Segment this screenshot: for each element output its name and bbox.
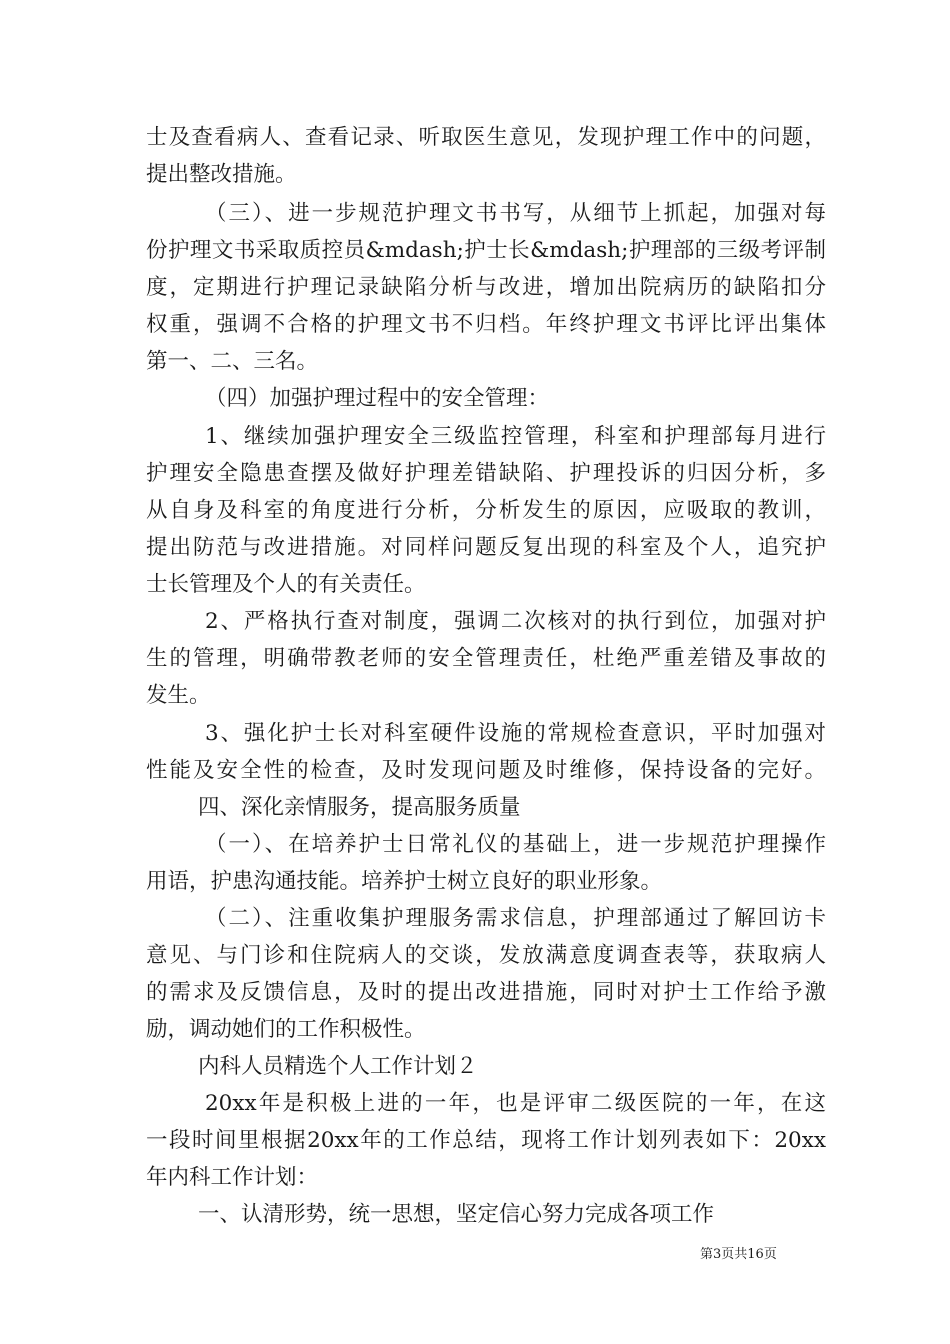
- paragraph-line: 性能及安全性的检查，及时发现问题及时维修，保持设备的完好。: [146, 758, 826, 783]
- paragraph-line: 第一、二、三名。: [146, 349, 319, 374]
- page-number: 第3页共16页: [700, 1247, 777, 1262]
- paragraph-line: 从自身及科室的角度进行分析，分析发生的原因，应吸取的教训，: [146, 498, 826, 523]
- paragraph-line: （二）、注重收集护理服务需求信息，护理部通过了解回访卡: [205, 906, 826, 931]
- paragraph-line: 20xx年是积极上进的一年，也是评审二级医院的一年，在这: [205, 1091, 826, 1116]
- paragraph-line: 士及查看病人、查看记录、听取医生意见，发现护理工作中的问题，: [146, 125, 826, 150]
- paragraph-line: 的需求及反馈信息，及时的提出改进措施，同时对护士工作给予激: [146, 980, 826, 1005]
- section-heading: 内科人员精选个人工作计划２: [198, 1054, 478, 1079]
- paragraph-line: 年内科工作计划：: [146, 1165, 319, 1190]
- section-heading: （四）加强护理过程中的安全管理：: [205, 386, 550, 411]
- paragraph-line: 一段时间里根据20xx年的工作总结，现将工作计划列表如下：20xx: [146, 1128, 826, 1153]
- paragraph-line: （三）、进一步规范护理文书书写，从细节上抓起，加强对每: [205, 201, 826, 226]
- paragraph-line: 励，调动她们的工作积极性。: [146, 1017, 426, 1042]
- paragraph-line: 份护理文书采取质控员&mdash;护士长&mdash;护理部的三级考评制: [146, 238, 826, 263]
- paragraph-line: 权重，强调不合格的护理文书不归档。年终护理文书评比评出集体: [146, 312, 826, 337]
- paragraph-line: 度，定期进行护理记录缺陷分析与改进，增加出院病历的缺陷扣分: [146, 275, 826, 300]
- paragraph-line: 1、继续加强护理安全三级监控管理，科室和护理部每月进行: [205, 424, 826, 449]
- section-heading: 四、深化亲情服务，提高服务质量: [198, 795, 521, 820]
- paragraph-line: 提出整改措施。: [146, 162, 297, 187]
- paragraph-line: 3、强化护士长对科室硬件设施的常规检查意识，平时加强对: [205, 721, 826, 746]
- paragraph-line: 发生。: [146, 683, 211, 708]
- paragraph-line: 用语，护患沟通技能。培养护士树立良好的职业形象。: [146, 869, 663, 894]
- paragraph-line: 生的管理，明确带教老师的安全管理责任，杜绝严重差错及事故的: [146, 646, 826, 671]
- paragraph-line: 护理安全隐患查摆及做好护理差错缺陷、护理投诉的归因分析，多: [146, 461, 826, 486]
- paragraph-line: 提出防范与改进措施。对同样问题反复出现的科室及个人，追究护: [146, 535, 826, 560]
- paragraph-line: 意见、与门诊和住院病人的交谈，发放满意度调查表等，获取病人: [146, 943, 826, 968]
- section-heading: 一、认清形势，统一思想，坚定信心努力完成各项工作: [198, 1202, 715, 1227]
- paragraph-line: （一）、在培养护士日常礼仪的基础上，进一步规范护理操作: [205, 832, 826, 857]
- paragraph-line: 2、严格执行查对制度，强调二次核对的执行到位，加强对护: [205, 609, 826, 634]
- paragraph-line: 士长管理及个人的有关责任。: [146, 572, 426, 597]
